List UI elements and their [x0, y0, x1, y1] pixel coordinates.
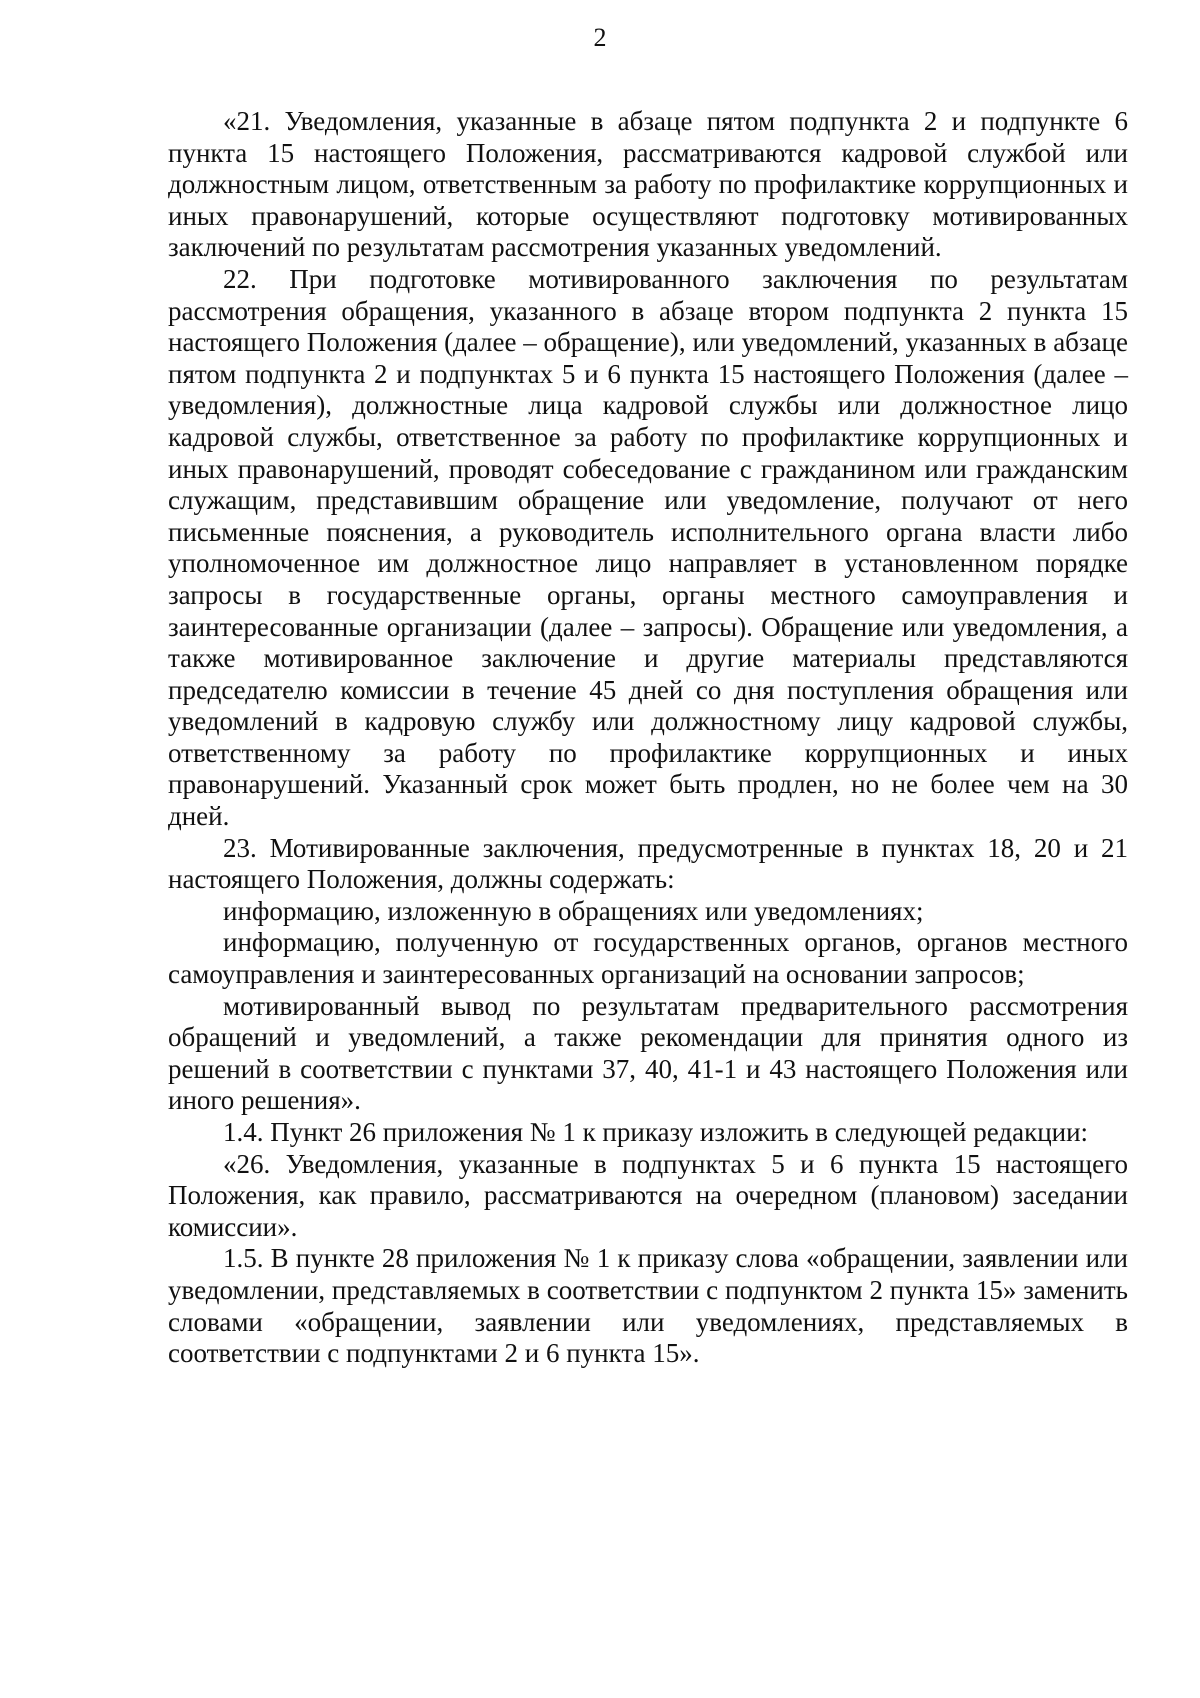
paragraph-23: 23. Мотивированные заключения, предусмотренные в пунктах 18, 20 и 21 настоящего Положения, должны содержать:	[168, 832, 1128, 895]
paragraph-23-item-3: мотивированный вывод по результатам предварительного рассмотрения обращений и уведомлений, а также рекомендации для принятия одного из решений в соответствии с пунктами 37, 40, 41-1 и 43 настоящего Положения или иного решения».	[168, 990, 1128, 1116]
page-number: 2	[593, 23, 607, 52]
paragraph-26: «26. Уведомления, указанные в подпунктах 5 и 6 пункта 15 настоящего Положения, как правило, рассматриваются на очередном (плановом) заседании комиссии».	[168, 1148, 1128, 1242]
document-body	[168, 106, 1128, 1370]
paragraph-21: «21. Уведомления, указанные в абзаце пятом подпункта 2 и подпункте 6 пункта 15 настоящего Положения, рассматриваются кадровой службой или должностным лицом, ответственным за работу по профилактике коррупционных и иных правонарушений, которые осуществляют подготовку мотивированных заключений по результатам рассмотрения указанных уведомлений.	[168, 106, 1128, 263]
paragraph-23-item-2: информацию, полученную от государственных органов, органов местного самоуправления и заинтересованных организаций на основании запросов;	[168, 927, 1128, 990]
paragraph-22: 22. При подготовке мотивированного заключения по результатам рассмотрения обращения, указанного в абзаце втором подпункта 2 пункта 15 настоящего Положения (далее – обращение), или уведомлений, указанных в абзаце пятом подпункта 2 и подпунктах 5 и 6 пункта 15 настоящего Положения (далее – уведомления), должностные лица кадровой службы или должностное лицо кадровой службы, ответственное за работу по профилактике коррупционных и иных правонарушений, проводят собеседование с гражданином или гражданским служащим, представившим обращение или уведомление, получают от него письменные пояснения, а руководитель исполнительного органа власти либо уполномоченное им должностное лицо направляет в установленном порядке запросы в государственные органы, органы местного самоуправления и заинтересованные организации (далее – запросы). Обращение или уведомления, а также мотивированное заключение и другие материалы представляются председателю комиссии в течение 45 дней со дня поступления обращения или уведомлений в кадровую службу или должностному лицу кадровой службы, ответственному за работу по профилактике коррупционных и иных правонарушений. Указанный срок может быть продлен, но не более чем на 30 дней.	[168, 263, 1128, 832]
paragraph-1-4: 1.4. Пункт 26 приложения № 1 к приказу изложить в следующей редакции:	[223, 1117, 1089, 1147]
paragraph-1-5: 1.5. В пункте 28 приложения № 1 к приказу слова «обращении, заявлении или уведомлении, представляемых в соответствии с подпунктом 2 пункта 15» заменить словами «обращении, заявлении или уведомлениях, представляемых в соответствии с подпунктами 2 и 6 пункта 15».	[168, 1243, 1128, 1369]
paragraph-23-item-1: информацию, изложенную в обращениях или уведомлениях;	[223, 895, 924, 926]
